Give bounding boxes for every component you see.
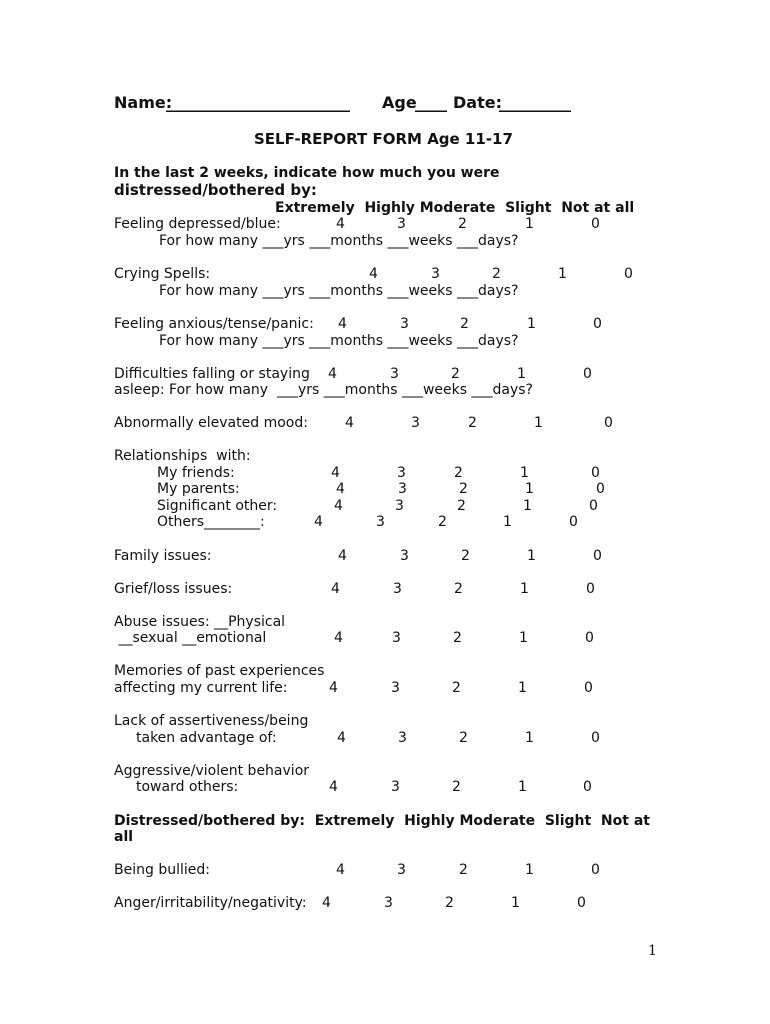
aggressive-option-3[interactable]: 3 bbox=[391, 779, 400, 795]
assertive-option-4[interactable]: 4 bbox=[337, 730, 346, 746]
item-bullied-label: Being bullied: bbox=[114, 862, 210, 878]
grief-option-1[interactable]: 1 bbox=[520, 581, 529, 597]
grief-option-4[interactable]: 4 bbox=[331, 581, 340, 597]
grief-option-0[interactable]: 0 bbox=[586, 581, 595, 597]
significant-option-0[interactable]: 0 bbox=[589, 498, 598, 514]
item-mood-label: Abnormally elevated mood: bbox=[114, 415, 308, 431]
page-number: 1 bbox=[648, 943, 657, 959]
significant-option-3[interactable]: 3 bbox=[395, 498, 404, 514]
age-field[interactable]: ____ bbox=[415, 93, 447, 112]
item-grief-label: Grief/loss issues: bbox=[114, 581, 233, 597]
sleep-option-1[interactable]: 1 bbox=[517, 366, 526, 382]
sleep-option-2[interactable]: 2 bbox=[451, 366, 460, 382]
date-label: Date: bbox=[453, 93, 502, 112]
depressed-duration[interactable]: For how many ___yrs ___months ___weeks ___days? bbox=[159, 233, 519, 249]
sleep-option-0[interactable]: 0 bbox=[583, 366, 592, 382]
memories-option-0[interactable]: 0 bbox=[584, 680, 593, 696]
memories-option-3[interactable]: 3 bbox=[391, 680, 400, 696]
memories-option-1[interactable]: 1 bbox=[518, 680, 527, 696]
name-field[interactable]: _______________________ bbox=[166, 93, 350, 112]
others-option-0[interactable]: 0 bbox=[569, 514, 578, 530]
significant-option-4[interactable]: 4 bbox=[334, 498, 343, 514]
item-memories-label: Memories of past experiences bbox=[114, 663, 325, 679]
depressed-option-2[interactable]: 2 bbox=[458, 216, 467, 232]
anxious-option-0[interactable]: 0 bbox=[593, 316, 602, 332]
family-option-0[interactable]: 0 bbox=[593, 548, 602, 564]
relationships-friends-label: My friends: bbox=[157, 465, 235, 481]
grief-option-2[interactable]: 2 bbox=[454, 581, 463, 597]
aggressive-option-2[interactable]: 2 bbox=[452, 779, 461, 795]
significant-option-1[interactable]: 1 bbox=[523, 498, 532, 514]
abuse-option-2[interactable]: 2 bbox=[453, 630, 462, 646]
anger-option-4[interactable]: 4 bbox=[322, 895, 331, 911]
age-label: Age bbox=[382, 93, 417, 112]
crying-option-2[interactable]: 2 bbox=[492, 266, 501, 282]
bullied-option-1[interactable]: 1 bbox=[525, 862, 534, 878]
depressed-option-0[interactable]: 0 bbox=[591, 216, 600, 232]
mood-option-2[interactable]: 2 bbox=[468, 415, 477, 431]
assertive-option-2[interactable]: 2 bbox=[459, 730, 468, 746]
depressed-option-3[interactable]: 3 bbox=[397, 216, 406, 232]
item-aggressive-label: Aggressive/violent behavior bbox=[114, 763, 310, 779]
date-field[interactable]: _________ bbox=[499, 93, 571, 112]
parents-option-2[interactable]: 2 bbox=[459, 481, 468, 497]
crying-duration[interactable]: For how many ___yrs ___months ___weeks ___days? bbox=[159, 283, 519, 299]
anger-option-3[interactable]: 3 bbox=[384, 895, 393, 911]
others-option-1[interactable]: 1 bbox=[503, 514, 512, 530]
abuse-option-1[interactable]: 1 bbox=[519, 630, 528, 646]
item-aggressive-label-2: toward others: bbox=[136, 779, 239, 795]
item-anger-label: Anger/irritability/negativity: bbox=[114, 895, 307, 911]
anxious-option-3[interactable]: 3 bbox=[400, 316, 409, 332]
sleep-option-3[interactable]: 3 bbox=[390, 366, 399, 382]
family-option-3[interactable]: 3 bbox=[400, 548, 409, 564]
section2-header-cont: all bbox=[114, 829, 134, 845]
aggressive-option-4[interactable]: 4 bbox=[329, 779, 338, 795]
memories-option-4[interactable]: 4 bbox=[329, 680, 338, 696]
bullied-option-0[interactable]: 0 bbox=[591, 862, 600, 878]
mood-option-4[interactable]: 4 bbox=[345, 415, 354, 431]
abuse-option-0[interactable]: 0 bbox=[585, 630, 594, 646]
friends-option-4[interactable]: 4 bbox=[331, 465, 340, 481]
relationships-parents-label: My parents: bbox=[157, 481, 240, 497]
crying-option-1[interactable]: 1 bbox=[558, 266, 567, 282]
instructions-line-1: In the last 2 weeks, indicate how much you were bbox=[114, 165, 500, 181]
crying-option-0[interactable]: 0 bbox=[624, 266, 633, 282]
item-abuse-label-2[interactable]: __sexual __emotional bbox=[114, 630, 267, 646]
sleep-option-4[interactable]: 4 bbox=[328, 366, 337, 382]
others-option-4[interactable]: 4 bbox=[314, 514, 323, 530]
crying-option-4[interactable]: 4 bbox=[369, 266, 378, 282]
mood-option-3[interactable]: 3 bbox=[411, 415, 420, 431]
name-label: Name: bbox=[114, 93, 173, 112]
item-abuse-label[interactable]: Abuse issues: __Physical bbox=[114, 614, 286, 630]
item-memories-label-2: affecting my current life: bbox=[114, 680, 288, 696]
item-assertive-label: Lack of assertiveness/being bbox=[114, 713, 309, 729]
friends-option-2[interactable]: 2 bbox=[454, 465, 463, 481]
depressed-option-1[interactable]: 1 bbox=[525, 216, 534, 232]
abuse-option-3[interactable]: 3 bbox=[392, 630, 401, 646]
relationships-significant-label: Significant other: bbox=[157, 498, 278, 514]
instructions-line-2: distressed/bothered by: bbox=[114, 181, 317, 199]
scale-header: Extremely Highly Moderate Slight Not at all bbox=[275, 200, 635, 216]
sleep-duration[interactable]: asleep: For how many ___yrs ___months ___weeks ___days? bbox=[114, 382, 533, 398]
friends-option-3[interactable]: 3 bbox=[397, 465, 406, 481]
family-option-2[interactable]: 2 bbox=[461, 548, 470, 564]
abuse-option-4[interactable]: 4 bbox=[334, 630, 343, 646]
others-option-2[interactable]: 2 bbox=[438, 514, 447, 530]
grief-option-3[interactable]: 3 bbox=[393, 581, 402, 597]
form-title: SELF-REPORT FORM Age 11-17 bbox=[254, 130, 513, 148]
crying-option-3[interactable]: 3 bbox=[431, 266, 440, 282]
anxious-option-4[interactable]: 4 bbox=[338, 316, 347, 332]
family-option-4[interactable]: 4 bbox=[338, 548, 347, 564]
parents-option-4[interactable]: 4 bbox=[336, 481, 345, 497]
parents-option-3[interactable]: 3 bbox=[398, 481, 407, 497]
item-anxious-label: Feeling anxious/tense/panic: bbox=[114, 316, 314, 332]
item-sleep-label: Difficulties falling or staying bbox=[114, 366, 310, 382]
parents-option-0[interactable]: 0 bbox=[596, 481, 605, 497]
mood-option-1[interactable]: 1 bbox=[534, 415, 543, 431]
assertive-option-0[interactable]: 0 bbox=[591, 730, 600, 746]
aggressive-option-0[interactable]: 0 bbox=[583, 779, 592, 795]
item-depressed-label: Feeling depressed/blue: bbox=[114, 216, 281, 232]
assertive-option-3[interactable]: 3 bbox=[398, 730, 407, 746]
friends-option-0[interactable]: 0 bbox=[591, 465, 600, 481]
parents-option-1[interactable]: 1 bbox=[525, 481, 534, 497]
anxious-duration[interactable]: For how many ___yrs ___months ___weeks ___days? bbox=[159, 333, 519, 349]
assertive-option-1[interactable]: 1 bbox=[525, 730, 534, 746]
item-relationships-label: Relationships with: bbox=[114, 448, 251, 464]
friends-option-1[interactable]: 1 bbox=[520, 465, 529, 481]
significant-option-2[interactable]: 2 bbox=[457, 498, 466, 514]
relationships-others-label[interactable]: Others________: bbox=[157, 514, 265, 530]
anxious-option-1[interactable]: 1 bbox=[527, 316, 536, 332]
depressed-option-4[interactable]: 4 bbox=[336, 216, 345, 232]
bullied-option-2[interactable]: 2 bbox=[459, 862, 468, 878]
anger-option-0[interactable]: 0 bbox=[577, 895, 586, 911]
mood-option-0[interactable]: 0 bbox=[604, 415, 613, 431]
others-option-3[interactable]: 3 bbox=[376, 514, 385, 530]
anxious-option-2[interactable]: 2 bbox=[460, 316, 469, 332]
aggressive-option-1[interactable]: 1 bbox=[518, 779, 527, 795]
anger-option-1[interactable]: 1 bbox=[511, 895, 520, 911]
item-assertive-label-2: taken advantage of: bbox=[136, 730, 277, 746]
section2-header: Distressed/bothered by: Extremely Highly Moderate Slight Not at bbox=[114, 813, 650, 829]
anger-option-2[interactable]: 2 bbox=[445, 895, 454, 911]
memories-option-2[interactable]: 2 bbox=[452, 680, 461, 696]
bullied-option-3[interactable]: 3 bbox=[397, 862, 406, 878]
item-crying-label: Crying Spells: bbox=[114, 266, 211, 282]
family-option-1[interactable]: 1 bbox=[527, 548, 536, 564]
bullied-option-4[interactable]: 4 bbox=[336, 862, 345, 878]
item-family-label: Family issues: bbox=[114, 548, 212, 564]
